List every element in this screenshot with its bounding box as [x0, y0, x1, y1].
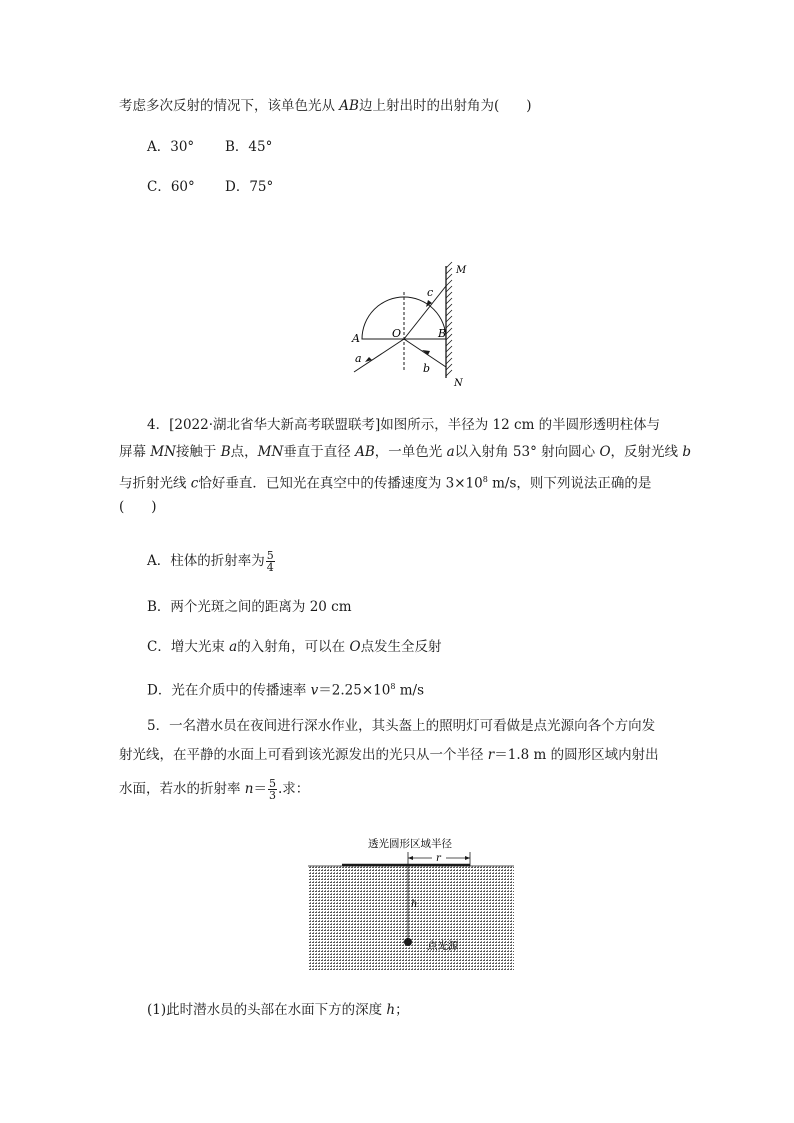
q5-line-2: 射光线，在平静的水面上可看到该光源发出的光只从一个半径 r＝1.8 m 的圆形区域内射出: [119, 747, 659, 763]
label-o: O: [392, 327, 402, 340]
q4-line-1: 4．[2022·湖北省华大新高考联盟联考]如图所示，半径为 12 cm 的半圆形透明柱体与: [147, 417, 661, 433]
label-b-point: B: [438, 327, 447, 340]
q4-line-2: 屏幕 MN接触于 B点，MN垂直于直径 AB，一单色光 a以入射角 53° 射向圆心 O，反射光线 b: [119, 444, 691, 460]
q4-line-4: ( ): [119, 499, 157, 515]
q3-option-c: C．60°: [147, 179, 195, 195]
q3-stem: 考虑多次反射的情况下，该单色光从 AB边上射出时的出射角为( ): [119, 98, 532, 114]
q5-subquestion-1: (1)此时潜水员的头部在水面下方的深度 h；: [147, 1002, 409, 1018]
q3-option-d: D．75°: [225, 179, 274, 195]
label-h: h: [411, 899, 418, 910]
label-m: M: [456, 265, 467, 276]
q3-option-b: B．45°: [225, 139, 273, 155]
figure-title: 透光圆形区域半径: [368, 838, 452, 850]
label-ray-a: a: [355, 352, 362, 365]
label-ray-b: b: [423, 362, 431, 375]
q4-option-b: B．两个光斑之间的距离为 20 cm: [147, 599, 352, 615]
fraction-5-3: $\frac{5}{3}$: [269, 777, 276, 802]
q4-line-3: 与折射光线 c恰好垂直．已知光在真空中的传播速度为 $3\times 10^8$ m/s，则下列说法正确的是: [119, 475, 652, 492]
label-r: r: [436, 853, 441, 864]
q4-option-c: C．增大光束 a的入射角，可以在 O点发生全反射: [147, 639, 442, 655]
label-point-source: 点光源: [427, 940, 459, 952]
figure-water-light-source: [300, 830, 520, 975]
q3-option-a: A．30°: [147, 139, 195, 155]
q5-line-3: 水面，若水的折射率 n＝ $\frac{5}{3}$ .求：: [119, 777, 310, 802]
label-n: N: [454, 378, 463, 389]
fraction-5-4: $\frac{5}{4}$: [266, 549, 274, 574]
q4-option-d: D．光在介质中的传播速率 $v=2.25\times 10^8$ m/s: [147, 682, 424, 699]
label-a-point: A: [352, 332, 360, 345]
q5-line-1: 5．一名潜水员在夜间进行深水作业，其头盔上的照明灯可看做是点光源向各个方向发: [147, 718, 656, 734]
figure-semicircle-screen: [340, 258, 475, 390]
label-ray-c: c: [427, 286, 434, 299]
q4-option-a: A．柱体的折射率为 $\frac{5}{4}$: [147, 549, 274, 574]
